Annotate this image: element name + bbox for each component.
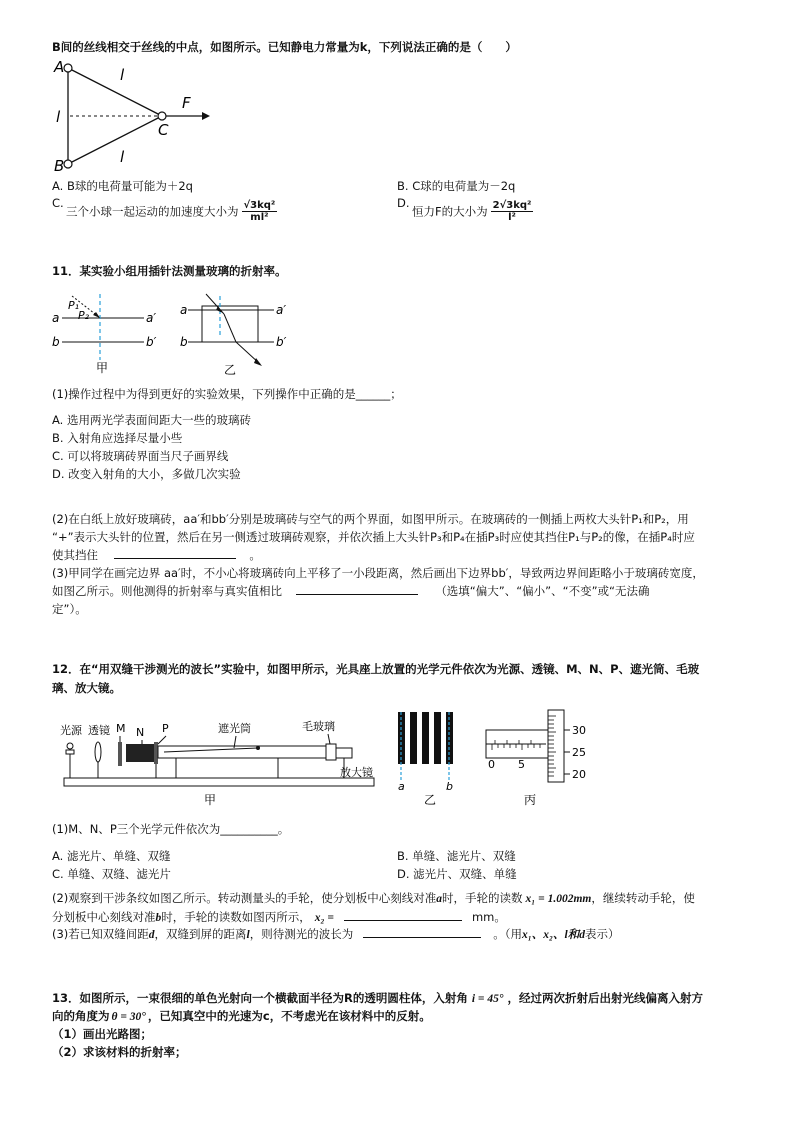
- q10-option-c-label[interactable]: C.: [52, 196, 64, 210]
- q11-part3-answer-blank[interactable]: [296, 594, 418, 595]
- q12-part2-x2: x₂ =: [314, 912, 334, 924]
- q11-part3-line3: 定”）。: [52, 602, 87, 616]
- q11-option-d[interactable]: D. 改变入射角的大小，多做几次实验: [52, 467, 241, 481]
- q12-part2-line2-a: 分划板中心刻线对准: [52, 910, 156, 924]
- tube-label: 遮光筒: [218, 722, 251, 735]
- P-label: P: [162, 722, 169, 735]
- q10-option-c[interactable]: [66, 200, 277, 226]
- q10-stem: B间的丝线相交于丝线的中点，如图所示。已知静电力常量为k，下列说法正确的是（ ）: [52, 40, 517, 54]
- q10-option-c-numerator: √3kq²: [243, 200, 276, 211]
- q12-part2-line2: [52, 910, 506, 925]
- point-C-label: C: [158, 121, 169, 139]
- q11-title: 11．某实验小组用插针法测量玻璃的折射率。: [52, 264, 287, 278]
- q11-part3-line2-b: （选填“偏大”、“偏小”、“不变”或“无法确: [435, 584, 650, 598]
- q12-part3-d: 。（用: [493, 927, 522, 941]
- q13-line2: [52, 1009, 431, 1024]
- jia-caption-12: 甲: [204, 793, 217, 807]
- point-A-label: A: [54, 58, 65, 76]
- q11-option-a[interactable]: A. 选用两光学表面间距大一些的玻璃砖: [52, 413, 251, 427]
- q11-option-b[interactable]: B. 入射角应选择尽量小些: [52, 431, 183, 445]
- q12-part3-var-d: d: [148, 929, 155, 941]
- q11-option-c[interactable]: C. 可以将玻璃砖界面当尺子画界线: [52, 449, 229, 463]
- q12-part1: (1)M、N、P三个光学元件依次为__________。: [52, 822, 290, 836]
- q13-line2-b: ，已知真空中的光速为c，不考虑光在该材料中的反射。: [147, 1009, 431, 1023]
- q10-option-d-denominator: l²: [508, 212, 516, 223]
- q13-line1-a: 13．如图所示，一束很细的单色光射向一个横截面半径为R的透明圆柱体，入射角: [52, 991, 468, 1005]
- q12-figure-yi-fringes: [396, 708, 476, 808]
- magnifier-label: 放大镜: [340, 766, 373, 779]
- q10-triangle-figure: [50, 58, 250, 178]
- thimble-20: 20: [572, 768, 586, 781]
- yi-b2-label: b′: [276, 335, 287, 349]
- q12-part3-b: ，双缝到屏的距离: [154, 927, 247, 941]
- jia-a-label: a: [52, 311, 60, 325]
- q12-part3-end: 表示）: [584, 927, 620, 941]
- force-F-label: F: [182, 94, 191, 112]
- jia-b2-label: b′: [146, 335, 157, 349]
- q12-title-line1: 12．在“用双缝干涉测光的波长”实验中，如图甲所示，光具座上放置的光学元件依次为光源、透镜、M、N、P、遮光筒、毛玻: [52, 662, 700, 676]
- q12-option-b[interactable]: B. 单缝、滤光片、双缝: [397, 849, 516, 863]
- q12-part3-var-l: l: [246, 929, 250, 941]
- q13-sub1: （1）画出光路图；: [52, 1027, 153, 1041]
- q11-part2-line1: (2)在白纸上放好玻璃砖，aa′和bb′分别是玻璃砖与空气的两个界面，如图甲所示。在玻璃砖的一侧插上两枚大头针P₁和P₂，用: [52, 512, 689, 526]
- q11-part3-line1: (3)甲同学在画完边界 aa′时，不小心将玻璃砖向上平移了一小段距离，然后画出下边界bb′，导致两边界间距略小于玻璃砖宽度，: [52, 566, 704, 580]
- q13-deviation-angle: θ = 30°: [111, 1011, 146, 1023]
- main-scale-0: 0: [488, 758, 495, 771]
- yi-a2-label: a′: [276, 303, 287, 317]
- q10-option-d-text: 恒力F的大小为: [412, 204, 488, 219]
- q12-part2-x1: x₁ = 1.002mm: [525, 893, 592, 905]
- N-label: N: [136, 726, 145, 739]
- q12-part2-answer-blank[interactable]: [344, 920, 462, 921]
- q10-option-c-fraction: [242, 200, 278, 223]
- jia-b-label: b: [52, 335, 60, 349]
- q12-part2-var-b: b: [155, 912, 162, 924]
- yi-caption-12: 乙: [424, 793, 437, 807]
- q10-option-d-label[interactable]: D.: [397, 196, 410, 210]
- yi-b-label: b: [180, 335, 188, 349]
- q12-part2-line1-b: 时，手轮的读数: [442, 891, 523, 905]
- q12-part3-answer-blank[interactable]: [363, 937, 481, 938]
- q10-option-c-denominator: ml²: [250, 212, 269, 223]
- q13-line1-b: ，经过两次折射后出射光线偏离入射方: [507, 991, 703, 1005]
- q10-option-c-text: 三个小球一起运动的加速度大小为: [66, 204, 239, 219]
- length-top-label: l: [120, 66, 125, 84]
- main-scale-5: 5: [518, 758, 525, 771]
- q12-option-a[interactable]: A. 滤光片、单缝、双缝: [52, 849, 171, 863]
- q11-figure-yi: [178, 288, 298, 377]
- q10-option-d-numerator: 2√3kq²: [492, 200, 532, 211]
- light-source-label: 光源: [60, 724, 82, 737]
- pin-P2-label: P₂: [78, 309, 90, 322]
- jia-caption: 甲: [96, 361, 109, 375]
- q10-option-d[interactable]: [412, 200, 533, 226]
- fringe-b-label: b: [446, 780, 453, 793]
- q11-part2-end: 。: [249, 548, 261, 562]
- yi-a-label: a: [180, 303, 188, 317]
- point-B-label: B: [54, 157, 65, 175]
- q13-line2-a: 向的角度为: [52, 1009, 110, 1023]
- length-bottom-label: l: [120, 148, 125, 166]
- bing-caption: 丙: [524, 793, 537, 807]
- q11-part2-line2: “+”表示大头针的位置，然后在另一侧透过玻璃砖观察，并依次插上大头针P₃和P₄在插P₃时应使其挡住P₁与P₂的像，在插P₄时应: [52, 530, 695, 544]
- q11-part3-line2: [52, 584, 650, 598]
- length-left-label: l: [56, 108, 61, 126]
- M-label: M: [116, 722, 126, 735]
- q12-figure-bing-micrometer: [484, 706, 604, 806]
- q12-part2-line1: [52, 891, 695, 906]
- jia-a2-label: a′: [146, 311, 157, 325]
- q12-part3-c: ，则待测光的波长为: [249, 927, 354, 941]
- q12-title-line2: 璃、放大镜。: [52, 681, 121, 695]
- q10-option-b[interactable]: B. C球的电荷量为－2q: [397, 179, 516, 193]
- q13-incident-angle: i = 45°: [471, 993, 504, 1005]
- q10-option-a[interactable]: A. B球的电荷量可能为＋2q: [52, 179, 193, 193]
- q11-figure-jia: [52, 292, 182, 377]
- q11-part1: (1)操作过程中为得到更好的实验效果，下列操作中正确的是______；: [52, 387, 402, 401]
- q12-part3-a: (3)若已知双缝间距: [52, 927, 149, 941]
- q12-part2-line1-a: (2)观察到干涉条纹如图乙所示。转动测量头的手轮，使分划板中心刻线对准: [52, 891, 437, 905]
- q12-part2-line2-b: 时，手轮的读数如图丙所示，: [161, 910, 311, 924]
- q11-part3-line2-a: 如图乙所示。则他测得的折射率与真实值相比: [52, 584, 282, 598]
- lens-label: 透镜: [88, 724, 110, 737]
- q12-part2-var-a: a: [436, 893, 443, 905]
- q12-part3: [52, 927, 619, 942]
- thimble-25: 25: [572, 746, 586, 759]
- q13-sub2: （2）求该材料的折射率；: [52, 1045, 187, 1059]
- q12-part3-vars: x₁、x₂、l和d: [522, 929, 585, 941]
- q12-option-c[interactable]: C. 单缝、双缝、滤光片: [52, 867, 171, 881]
- fringe-a-label: a: [398, 780, 405, 793]
- q12-figure-jia: [58, 712, 388, 812]
- q11-part2-line3-text: 使其挡住: [52, 548, 98, 562]
- q11-part2-answer-blank[interactable]: [114, 558, 236, 559]
- q13-line1: [52, 991, 703, 1006]
- frosted-glass-label: 毛玻璃: [302, 720, 335, 733]
- q12-part2-line1-c: ，继续转动手轮，使: [591, 891, 695, 905]
- q11-part2-line3: [52, 548, 261, 562]
- yi-caption: 乙: [224, 363, 237, 377]
- q12-part2-line2-c: mm。: [471, 910, 506, 924]
- pin-P1-label: P₁: [68, 299, 80, 312]
- q12-option-d[interactable]: D. 滤光片、双缝、单缝: [397, 867, 517, 881]
- q10-option-d-fraction: [491, 200, 534, 223]
- thimble-30: 30: [572, 724, 586, 737]
